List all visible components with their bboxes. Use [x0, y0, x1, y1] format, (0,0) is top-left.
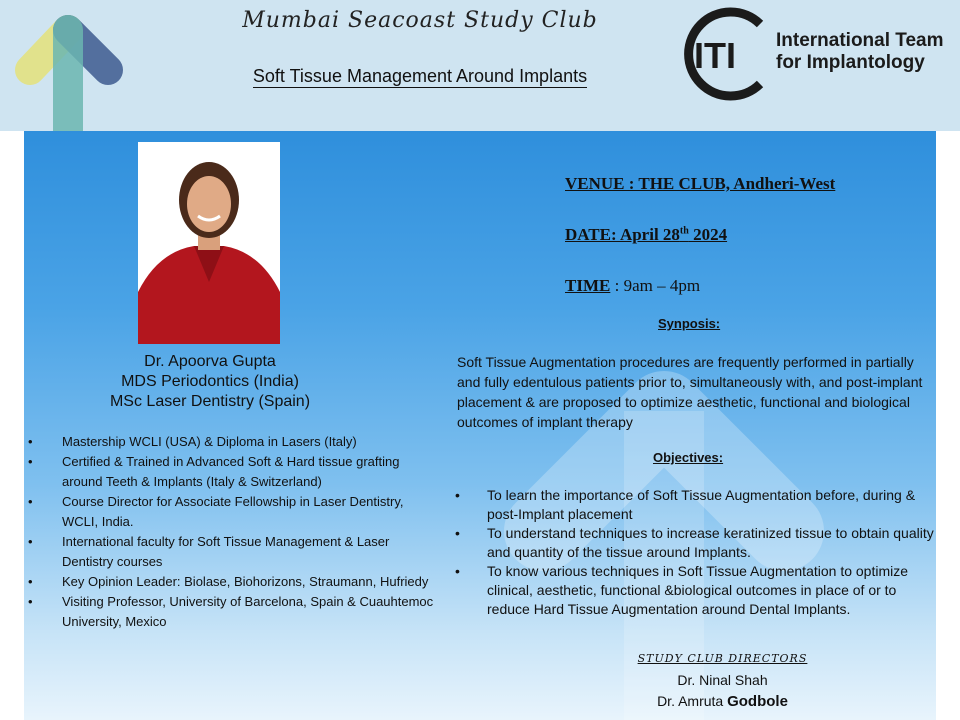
venue-text: VENUE : THE CLUB, Andheri-West: [565, 174, 836, 193]
time-value: : 9am – 4pm: [610, 276, 701, 295]
speaker-credentials-list: [28, 432, 440, 632]
speaker-name: Dr. Apoorva Gupta: [144, 353, 276, 370]
list-item: [455, 562, 935, 619]
bullet-icon: •: [28, 454, 33, 469]
list-item: [28, 452, 440, 492]
event-title: [200, 66, 640, 87]
iti-logo-icon: [680, 6, 776, 102]
event-time: [565, 276, 700, 296]
iti-logo-mark: ITI: [694, 35, 736, 76]
list-item: [28, 592, 440, 632]
director-name: Dr. Ninal Shah: [677, 672, 768, 688]
credential-text: International faculty for Soft Tissue Management & Laser Dentistry courses: [62, 534, 390, 569]
club-name: Mumbai Seacoast Study Club: [242, 8, 598, 33]
bullet-icon: •: [455, 563, 460, 579]
iti-organization-name: [776, 30, 944, 74]
directors-heading: STUDY CLUB DIRECTORS: [637, 652, 808, 665]
speaker-info: [60, 352, 360, 412]
event-date: [565, 225, 727, 245]
credential-text: Visiting Professor, University of Barcelona, Spain & Cuauhtemoc University, Mexico: [62, 594, 434, 629]
speaker-qualification-2: MSc Laser Dentistry (Spain): [109, 393, 311, 410]
bullet-icon: •: [28, 434, 33, 449]
objectives-list: [455, 486, 935, 619]
credential-text: Course Director for Associate Fellowship in Laser Dentistry, WCLI, India.: [62, 494, 404, 529]
objective-text: To understand techniques to increase keratinized tissue to obtain quality and quantity of the tissue around Implants.: [487, 525, 934, 560]
synopsis-text: Soft Tissue Augmentation procedures are frequently performed in partially and fully edentulous patients prior to, simultaneously with, and post-implant placement & are proposed to optimize aesthetic, functional and biological outcomes of implant therapy: [457, 354, 923, 430]
synopsis-heading: Synposis:: [658, 316, 721, 331]
date-ordinal: th: [679, 225, 689, 237]
event-venue: [565, 174, 835, 194]
speaker-qualification-1: MDS Periodontics (India): [121, 373, 299, 390]
list-item: [28, 532, 440, 572]
speaker-photo: [138, 142, 280, 344]
credential-text: Mastership WCLI (USA) & Diploma in Lasers (Italy): [62, 434, 357, 449]
director-name: [580, 693, 865, 710]
bullet-icon: •: [455, 525, 460, 541]
credential-text: Certified & Trained in Advanced Soft & Hard tissue grafting around Teeth & Implants (Italy & Switzerland): [62, 454, 400, 489]
bullet-icon: •: [28, 594, 33, 609]
objectives-heading: Objectives:: [653, 450, 724, 465]
director-surname: Godbole: [727, 693, 788, 710]
list-item: [455, 524, 935, 562]
iti-name-line1: International Team: [776, 30, 944, 51]
credential-text: Key Opinion Leader: Biolase, Biohorizons, Straumann, Hufriedy: [62, 574, 429, 589]
bullet-icon: •: [455, 487, 460, 503]
date-text: DATE: April 28: [565, 225, 680, 244]
list-item: [28, 492, 440, 532]
list-item: [28, 432, 440, 452]
objective-text: To learn the importance of Soft Tissue Augmentation before, during & post-Implant placement: [487, 487, 916, 522]
list-item: [28, 572, 440, 592]
bullet-icon: •: [28, 534, 33, 549]
date-year: 2024: [688, 225, 728, 244]
event-title-text: Soft Tissue Management Around Implants: [252, 66, 588, 86]
list-item: [455, 486, 935, 524]
objective-text: To know various techniques in Soft Tissue Augmentation to optimize clinical, aesthetic, functional &biological outcomes in place of or to reduce Hard Tissue Augmentation around Dental Implants.: [487, 563, 909, 617]
iti-name-line2: for Implantology: [776, 52, 925, 73]
director-first-part: Dr. Amruta: [657, 693, 728, 709]
bullet-icon: •: [28, 494, 33, 509]
time-label: TIME: [565, 276, 611, 295]
bullet-icon: •: [28, 574, 33, 589]
